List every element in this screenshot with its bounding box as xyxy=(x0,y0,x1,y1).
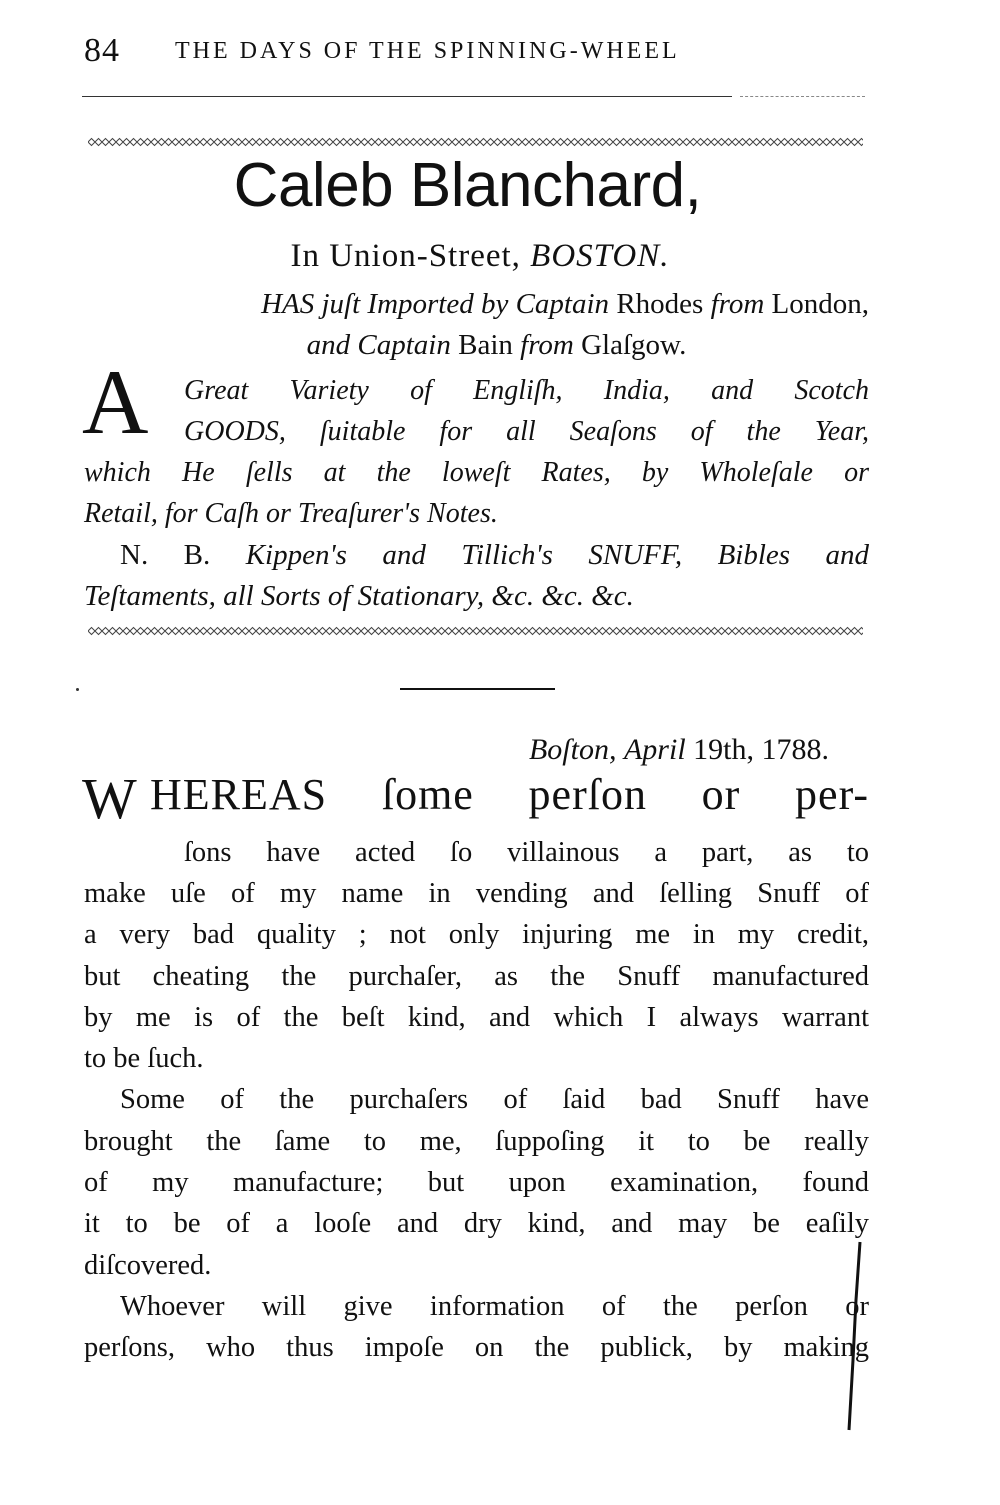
notice-body xyxy=(84,873,869,1369)
goods-line: Great Variety of Engliſh, India, and Scotch xyxy=(184,375,869,406)
paragraph-3-line: perſons, who thus impoſe on the publick, by making xyxy=(84,1332,869,1364)
section-divider xyxy=(400,688,555,690)
nb-line-1 xyxy=(84,535,869,576)
paragraph-2-line: it to be of a looſe and dry kind, and may be eaſily xyxy=(84,1208,869,1240)
paragraph-2-line: Some of the purchaſers of ſaid bad Snuff have xyxy=(120,1084,869,1116)
ornament-border-top xyxy=(88,137,863,147)
merchant-location xyxy=(0,238,960,275)
location-city: BOSTON. xyxy=(530,238,670,274)
import-2-b: Bain xyxy=(458,329,513,361)
location-street: In Union-Street, xyxy=(290,238,521,274)
notice-line: but cheating the purchaſer, as the Snuff manufactured xyxy=(84,960,869,992)
date-day: 19th, xyxy=(693,733,754,766)
date-year: 1788. xyxy=(761,733,829,766)
ornament-border-bottom xyxy=(88,626,863,636)
dateline xyxy=(84,733,829,767)
paragraph-3-line: Whoever will give information of the perſon or xyxy=(120,1290,869,1322)
import-1-d: London, xyxy=(771,288,869,320)
goods-line: GOODS, ſuitable for all Seaſons of the Year, xyxy=(184,416,869,447)
notice-line: a very bad quality ; not only injuring me in my credit, xyxy=(84,919,869,951)
notice-line: to be ſuch. xyxy=(84,1043,204,1075)
import-1-a: HAS juſt Imported by Captain xyxy=(261,288,610,320)
import-2-d: Glaſgow. xyxy=(581,329,687,361)
paragraph-2-line: diſcovered. xyxy=(84,1249,212,1281)
import-line-1 xyxy=(84,284,869,325)
page-number: 84 xyxy=(84,32,120,69)
drop-cap-a: A xyxy=(82,351,149,453)
goods-line: which He ſells at the loweſt Rates, by Wholeſale or xyxy=(84,457,869,488)
import-2-c: from xyxy=(520,329,574,361)
header-rule xyxy=(82,96,732,97)
drop-cap-w: W xyxy=(82,766,137,831)
nb-text-1: Kippen's and Tillich's SNUFF, Bibles and xyxy=(245,539,869,571)
paragraph-2-line: of my manufacture; but upon examination, found xyxy=(84,1167,869,1199)
notice-opening: HEREAS ſome perſon or per- xyxy=(150,770,869,819)
import-2-a: and Captain xyxy=(306,329,451,361)
import-1-c: from xyxy=(710,288,765,320)
header-rule-faint xyxy=(740,96,865,97)
goods-line: Retail, for Caſh or Treaſurer's Notes. xyxy=(84,498,498,529)
date-month: April xyxy=(623,733,686,766)
notice-line: ſons have acted ſo villainous a part, as to xyxy=(184,837,869,868)
notice-line: by me is of the beſt kind, and which I always warrant xyxy=(84,1001,869,1033)
running-title: THE DAYS OF THE SPINNING-WHEEL xyxy=(175,38,680,64)
merchant-name: Caleb Blanchard, xyxy=(233,151,702,220)
goods-lines-indented xyxy=(184,370,869,452)
import-1-b: Rhodes xyxy=(616,288,704,320)
stray-mark xyxy=(76,688,79,691)
date-place: Boſton, xyxy=(528,733,617,766)
nb-label: N. B. xyxy=(120,539,211,571)
import-line-2 xyxy=(84,325,869,366)
nota-bene xyxy=(84,535,869,617)
goods-lines-full xyxy=(84,452,869,534)
scan-scratch-mark xyxy=(838,1240,868,1440)
nb-line-2: Teſtaments, all Sorts of Stationary, &c. &c. &c. xyxy=(84,580,634,612)
paragraph-2-line: brought the ſame to me, ſuppoſing it to be really xyxy=(84,1125,869,1157)
notice-line: make uſe of my name in vending and ſelling Snuff of xyxy=(84,878,869,909)
